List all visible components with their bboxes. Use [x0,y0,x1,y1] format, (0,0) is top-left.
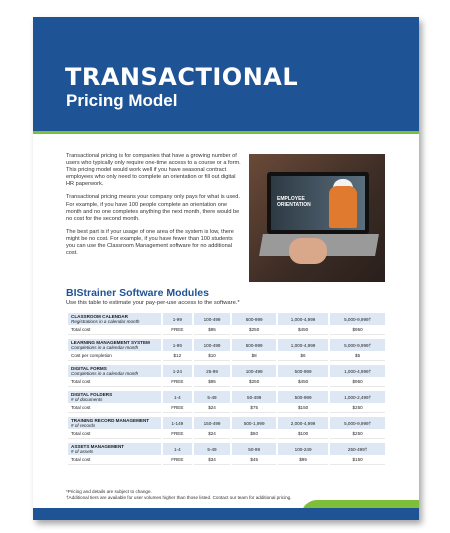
pricing-sheet [33,17,419,520]
pricing-table [66,313,387,465]
module-name: DIGITAL FORMS [71,366,107,371]
cost-label: Total cost [68,429,161,439]
tier-cost: FREE [163,455,192,465]
intro-text [66,153,242,263]
module-name: LEARNING MANAGEMENT SYSTEM [71,340,150,345]
tier-cost: $950 [330,377,385,387]
module-cost-row [68,325,385,335]
tier-cost: $250 [330,403,385,413]
intro-paragraph: The best part is if your usage of one area of the system is low, there might be no cost. For example, if you have fewer than 100 students you can use the Classroom Management software for no additional cost. [66,228,234,257]
tier-cost: $950 [330,325,385,335]
tier-cost: FREE [163,403,192,413]
footnotes [66,489,291,501]
tier-cost: $150 [330,455,385,465]
tier-cost: $95 [278,455,328,465]
cost-label: Total cost [68,403,161,413]
tier-range: 1-99 [163,339,192,351]
module-label [68,417,161,429]
section-subtitle: Use this table to estimate your pay-per-use access to the software.* [66,300,240,306]
module-label [68,391,161,403]
cost-label: Total cost [68,325,161,335]
module-label [68,365,161,377]
header-banner [33,17,419,131]
tier-range: 5,000-9,999† [330,339,385,351]
module-tier-row [68,313,385,325]
tier-cost: $100 [278,429,328,439]
module-cost-row [68,403,385,413]
tier-range: 1,000-4,999 [278,313,328,325]
hand-shape [289,238,327,264]
module-label [68,313,161,325]
module-label [68,339,161,351]
tier-cost: $150 [278,403,328,413]
tier-cost: $6 [278,351,328,361]
cost-label: Total cost [68,377,161,387]
laptop-screen [271,176,365,230]
tier-range: 500-999 [232,313,276,325]
tier-range: 100-499 [194,339,231,351]
tier-range: 2,000-4,999 [278,417,328,429]
tier-range: 1,000-4,999 [278,339,328,351]
module-description: Completions in a calendar month [71,345,139,350]
tier-range: 50-499 [232,391,276,403]
tier-range: 100-249 [278,443,328,455]
tier-cost: $5 [330,351,385,361]
screen-caption-line2: ORIENTATION [277,202,311,208]
tier-range: 1-24 [163,365,192,377]
tier-range: 5-49 [194,443,231,455]
module-description: Registrations in a calendar month [71,319,140,324]
tier-range: 5-49 [194,391,231,403]
module-tier-row [68,391,385,403]
module-description: # of documents [71,397,103,402]
cost-label: Total cost [68,455,161,465]
tier-range: 500-999 [278,365,328,377]
tier-range: 500-1,999 [232,417,276,429]
intro-paragraph: Transactional pricing means your company only pays for what is used. For example, if you have 100 people complete an orientation one month and no one completes anything the next month, there would be no cost for the second month. [66,194,240,222]
tier-range: 25-99 [194,365,231,377]
module-description: Completions in a calendar month [71,371,139,376]
module-description: # of assets [71,449,94,454]
tier-cost: FREE [163,325,192,335]
module-name: TRAINING RECORD MANAGEMENT [71,418,150,423]
module-tier-row [68,417,385,429]
footnote: *Pricing and details are subject to change. [66,489,152,494]
accent-divider [33,131,419,134]
tier-range: 1,000-4,999† [330,365,385,377]
worker-shape [329,186,357,228]
tier-range: 1-99 [163,313,192,325]
tier-range: 5,000-9,999† [330,417,385,429]
tier-cost: $34 [194,455,231,465]
tier-cost: FREE [163,429,192,439]
tier-cost: $95 [194,325,231,335]
footnote: †Additional tiers are available for user volumes higher than those listed. Contact our team for additional pricing. [66,495,292,500]
tier-range: 150-499 [194,417,231,429]
tier-cost: $50 [232,429,276,439]
tier-range: 1-4 [163,443,192,455]
tier-cost: $24 [194,429,231,439]
tier-cost: $8 [232,351,276,361]
laptop-image [267,172,369,234]
module-cost-row [68,351,385,361]
tier-range: 250-499† [330,443,385,455]
module-cost-row [68,429,385,439]
footer-bar [33,508,419,520]
tier-cost: $250 [330,429,385,439]
module-name: DIGITAL FOLDERS [71,392,113,397]
module-cost-row [68,455,385,465]
tier-cost: FREE [163,377,192,387]
tier-cost: $12 [163,351,192,361]
tier-range: 1-4 [163,391,192,403]
screen-caption-line1: EMPLOYEE [277,196,305,202]
module-tier-row [68,365,385,377]
section-title: BIStrainer Software Modules [66,287,209,299]
tier-range: 1-149 [163,417,192,429]
module-tier-row [68,443,385,455]
screen-caption [277,196,311,208]
laptop-photo [249,154,385,282]
tier-cost: $450 [278,325,328,335]
tier-range: 100-499 [194,313,231,325]
tier-cost: $250 [232,377,276,387]
tier-cost: $45 [232,455,276,465]
page-subtitle: Pricing Model [66,91,178,110]
page-title: TRANSACTIONAL [65,63,299,91]
tier-range: 500-999 [278,391,328,403]
module-description: # of records [71,423,96,428]
module-tier-row [68,339,385,351]
intro-paragraph: Transactional pricing is for companies that have a growing number of users who typically only require one-time access to a course or a form. This pricing model would work well if you have seasonal contract employees who only need to complete an orientation or fill out digital HR paperwork. [66,153,241,188]
module-name: ASSETS MANAGEMENT [71,444,125,449]
tier-range: 500-999 [232,339,276,351]
tier-range: 100-499 [232,365,276,377]
tier-cost: $10 [194,351,231,361]
tier-cost: $24 [194,403,231,413]
cost-label: Cost per completion [68,351,161,361]
tier-cost: $95 [194,377,231,387]
tier-cost: $250 [232,325,276,335]
module-cost-row [68,377,385,387]
tier-cost: $450 [278,377,328,387]
module-name: CLASSROOM CALENDAR [71,314,128,319]
tier-cost: $75 [232,403,276,413]
tier-range: 5,000-9,999† [330,313,385,325]
module-label [68,443,161,455]
tier-range: 1,000-2,499† [330,391,385,403]
tier-range: 50-99 [232,443,276,455]
